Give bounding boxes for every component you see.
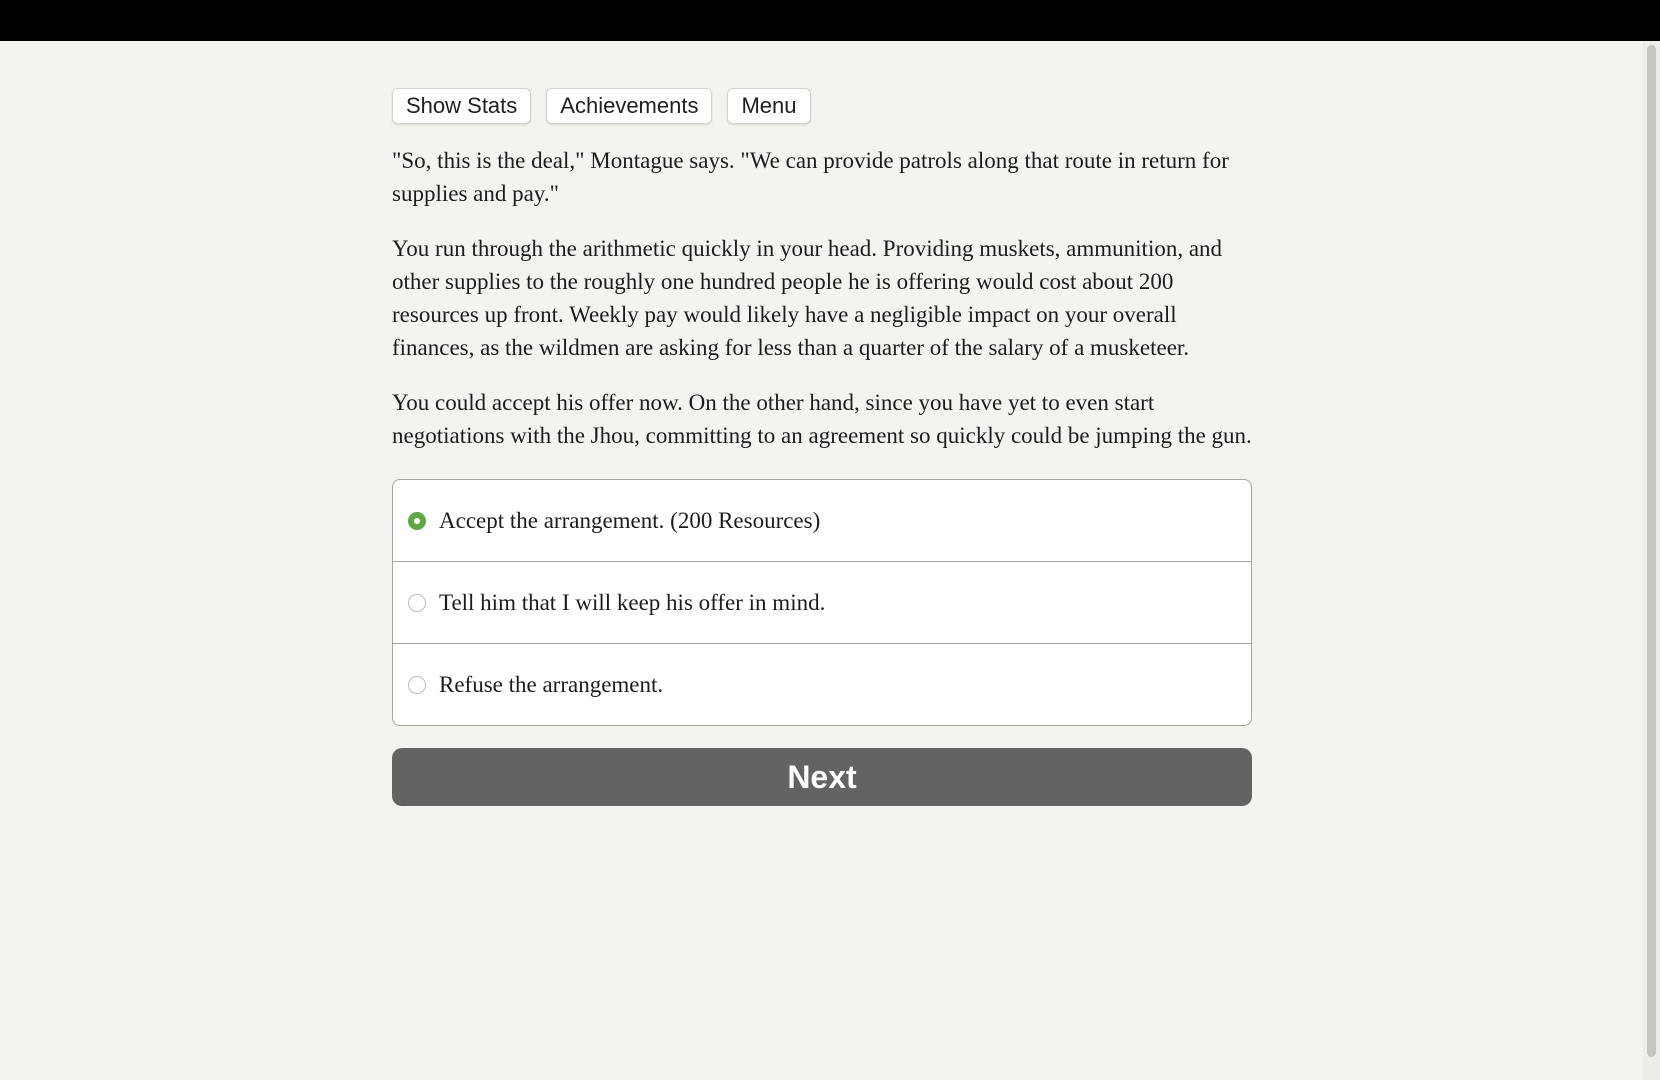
choice-label: Refuse the arrangement. <box>439 671 664 697</box>
choice-label: Tell him that I will keep his offer in mind. <box>439 589 826 615</box>
story-paragraph: You could accept his offer now. On the other hand, since you have yet to even start negotiations with the Jhou, committing to an agreement so quickly could be jumping the gun. <box>392 390 1252 448</box>
scrollbar-thumb[interactable] <box>1647 45 1656 1057</box>
story-text <box>392 144 1252 452</box>
story-paragraph: "So, this is the deal," Montague says. "We can provide patrols along that route in return for supplies and pay." <box>392 148 1229 206</box>
top-bar <box>0 0 1660 41</box>
next-button[interactable]: Next <box>392 748 1252 806</box>
toolbar <box>392 88 1252 122</box>
scrollbar[interactable] <box>1643 41 1660 1080</box>
radio-unselected-icon[interactable] <box>408 676 426 694</box>
story-paragraph: You run through the arithmetic quickly in your head. Providing muskets, ammunition, and other supplies to the roughly one hundred people he is offering would cost about 200 resources up front. Weekly pay would likely have a negligible impact on your overall finances, as the wildmen are asking for less than a quarter of the salary of a musketeer. <box>392 236 1223 360</box>
menu-button[interactable]: Menu <box>727 88 810 124</box>
show-stats-button[interactable]: Show Stats <box>392 88 531 124</box>
radio-selected-icon[interactable] <box>408 512 426 530</box>
game-container <box>392 88 1252 806</box>
choice-option-accept[interactable] <box>393 480 1251 562</box>
choice-label: Accept the arrangement. (200 Resources) <box>439 507 821 533</box>
choice-option-refuse[interactable] <box>393 644 1251 725</box>
choice-option-keep-in-mind[interactable] <box>393 562 1251 644</box>
achievements-button[interactable]: Achievements <box>546 88 712 124</box>
choice-list <box>392 479 1252 726</box>
radio-unselected-icon[interactable] <box>408 594 426 612</box>
